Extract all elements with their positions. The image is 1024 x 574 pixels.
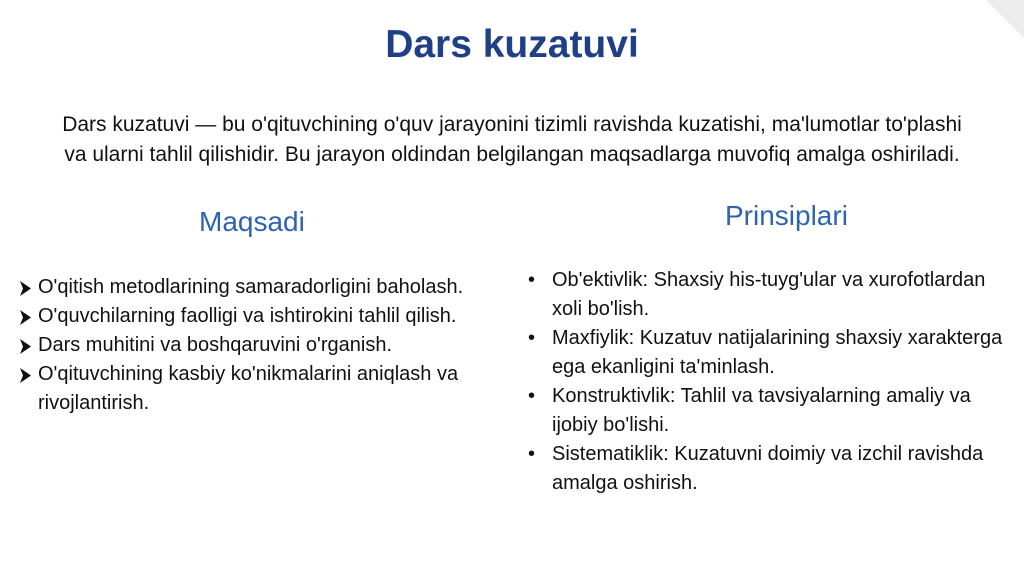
maqsadi-item-text: O'qituvchining kasbiy ko'nikmalarini aniqlash va rivojlantirish. bbox=[38, 363, 459, 414]
slide-title: Dars kuzatuvi bbox=[385, 23, 639, 66]
prinsiplari-heading: Prinsiplari bbox=[725, 200, 848, 231]
prinsiplari-item-text: Maxfiylik: Kuzatuv natijalarining shaxsiy xarakterga ega ekanligini ta'minlash. bbox=[552, 327, 1003, 378]
prinsiplari-list bbox=[522, 266, 1014, 498]
list-item bbox=[522, 266, 1014, 324]
prinsiplari-item-text: Sistematiklik: Kuzatuvni doimiy va izchil ravishda amalga oshirish. bbox=[552, 443, 984, 494]
maqsadi-item-text: Dars muhitini va boshqaruvini o'rganish. bbox=[38, 334, 392, 356]
bullet-icon: • bbox=[528, 269, 536, 291]
maqsadi-list bbox=[18, 273, 510, 418]
list-item bbox=[522, 324, 1014, 382]
maqsadi-item-text: O'quvchilarning faolligi va ishtirokini tahlil qilish. bbox=[38, 305, 457, 327]
list-item bbox=[18, 360, 510, 418]
arrow-right-icon bbox=[18, 331, 34, 360]
arrow-right-icon bbox=[18, 302, 34, 331]
bullet-icon: • bbox=[528, 327, 536, 349]
arrow-right-icon bbox=[18, 360, 34, 389]
prinsiplari-item-text: Ob'ektivlik: Shaxsiy his-tuyg'ular va xurofotlardan xoli bo'lish. bbox=[552, 269, 986, 320]
list-item bbox=[522, 382, 1014, 440]
maqsadi-item-text: O'qitish metodlarining samaradorligini baholash. bbox=[38, 276, 464, 298]
list-item bbox=[18, 302, 510, 331]
list-item bbox=[18, 331, 510, 360]
bullet-icon: • bbox=[528, 385, 536, 407]
arrow-right-icon bbox=[18, 273, 34, 302]
list-item bbox=[522, 440, 1014, 498]
bullet-icon: • bbox=[528, 443, 536, 465]
list-item bbox=[18, 273, 510, 302]
maqsadi-heading: Maqsadi bbox=[199, 206, 305, 237]
prinsiplari-item-text: Konstruktivlik: Tahlil va tavsiyalarning amaliy va ijobiy bo'lishi. bbox=[552, 385, 971, 436]
slide-intro: Dars kuzatuvi — bu o'qituvchining o'quv jarayonini tizimli ravishda kuzatishi, ma'lumotlar to'plashi va ularni tahlil qilishidir. Bu jarayon oldindan belgilangan maqsadlarga muvofiq amalga oshiriladi. bbox=[62, 113, 962, 166]
